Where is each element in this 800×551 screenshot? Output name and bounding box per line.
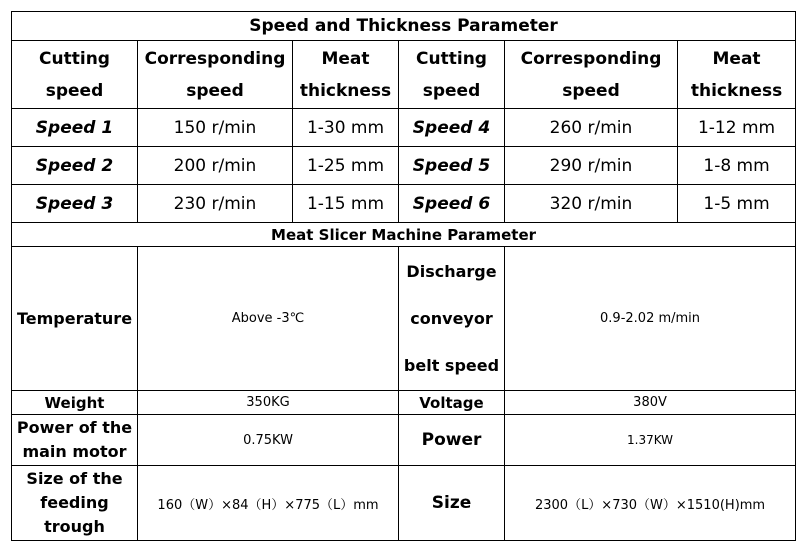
voltage-label: Voltage [399,391,505,415]
voltage-value: 380V [505,391,796,415]
speed-thickness: 1-5 mm [678,185,796,223]
temperature-value: Above -3℃ [138,247,399,391]
speed-name: Speed 6 [399,185,505,223]
header-meat-thickness: Meat thickness [293,41,399,109]
speed-rpm: 260 r/min [505,109,678,147]
speed-header-row [12,41,796,109]
speed-rpm: 320 r/min [505,185,678,223]
size-label: Size [399,466,505,541]
weight-row [12,391,796,415]
speed-name: Speed 3 [12,185,138,223]
temperature-row [12,247,796,391]
speed-title-row [12,12,796,41]
speed-row [12,185,796,223]
speed-table-title: Speed and Thickness Parameter [12,12,796,41]
header-corresponding-speed: Corresponding speed [138,41,293,109]
speed-name: Speed 5 [399,147,505,185]
speed-name: Speed 1 [12,109,138,147]
power-row [12,415,796,466]
speed-rpm: 290 r/min [505,147,678,185]
feeding-trough-size-value: 160（W）×84（H）×775（L）mm [138,466,399,541]
size-row [12,466,796,541]
weight-value: 350KG [138,391,399,415]
feeding-trough-size-label: Size of the feeding trough [12,466,138,541]
speed-rpm: 150 r/min [138,109,293,147]
speed-thickness: 1-15 mm [293,185,399,223]
discharge-speed-value: 0.9-2.02 m/min [505,247,796,391]
header-meat-thickness: Meat thickness [678,41,796,109]
size-value: 2300（L）×730（W）×1510(H)mm [505,466,796,541]
speed-thickness: 1-30 mm [293,109,399,147]
speed-name: Speed 2 [12,147,138,185]
machine-title-row [12,223,796,247]
power-value: 1.37KW [505,415,796,466]
temperature-label: Temperature [12,247,138,391]
speed-rpm: 230 r/min [138,185,293,223]
power-label: Power [399,415,505,466]
speed-row [12,147,796,185]
header-cutting-speed: Cutting speed [399,41,505,109]
speed-row [12,109,796,147]
weight-label: Weight [12,391,138,415]
header-cutting-speed: Cutting speed [12,41,138,109]
discharge-speed-label: Discharge conveyor belt speed [399,247,505,391]
parameter-table [11,11,796,541]
speed-thickness: 1-25 mm [293,147,399,185]
speed-rpm: 200 r/min [138,147,293,185]
speed-thickness: 1-12 mm [678,109,796,147]
main-motor-power-value: 0.75KW [138,415,399,466]
speed-thickness: 1-8 mm [678,147,796,185]
header-corresponding-speed: Corresponding speed [505,41,678,109]
speed-name: Speed 4 [399,109,505,147]
machine-table-title: Meat Slicer Machine Parameter [12,223,796,247]
main-motor-power-label: Power of the main motor [12,415,138,466]
